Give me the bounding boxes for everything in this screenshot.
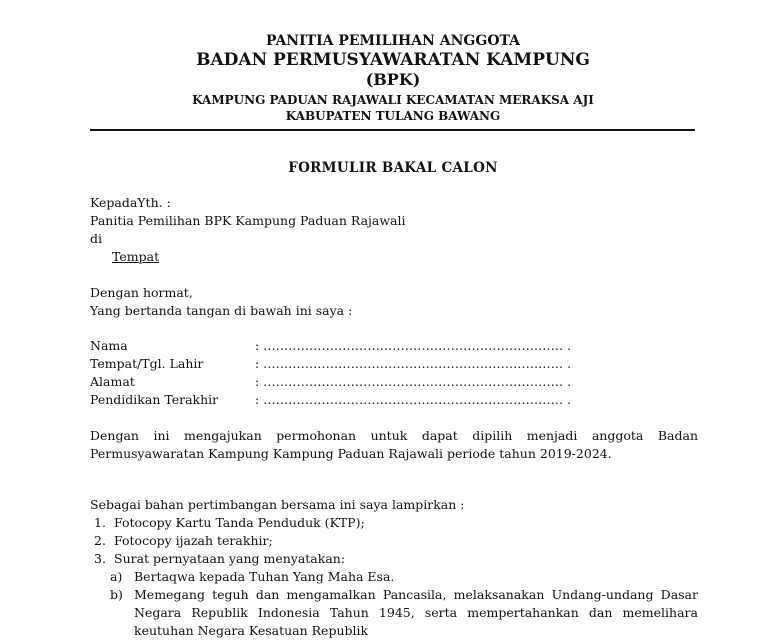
recipient-di: di [90, 231, 102, 246]
letterhead-divider [90, 129, 695, 131]
field-blank: : ……………………………………………………………… . [255, 374, 572, 389]
field-blank: : ……………………………………………………………… . [255, 392, 572, 407]
letterhead-line-3: (BPK) [365, 70, 421, 89]
recipient-to: KepadaYth. : [90, 195, 171, 210]
sub-list-item [90, 586, 698, 640]
list-number: 3. [94, 551, 106, 566]
list-number: 2. [94, 533, 106, 548]
sub-list-letter: a) [110, 569, 123, 584]
sub-list-text: Memegang teguh dan mengamalkan Pancasila, melaksanakan Undang-undang Dasar Negara Republik Indonesia Tahun 1945, serta mempertahankan dan memelihara keutuhan Negara Kesatuan Republik [134, 587, 698, 638]
list-item [90, 532, 698, 550]
letterhead-line-1: PANITIA PEMILIHAN ANGGOTA [265, 33, 521, 49]
sub-list-item [90, 568, 698, 586]
list-item [90, 514, 698, 532]
letterhead-line-4: KAMPUNG PADUAN RAJAWALI KECAMATAN MERAKSA AJI [192, 93, 594, 107]
list-number: 1. [94, 515, 106, 530]
field-label: Alamat [90, 374, 135, 389]
field-label: Nama [90, 338, 128, 353]
field-label: Pendidikan Terakhir [90, 392, 219, 407]
request-paragraph: Dengan ini mengajukan permohonan untuk dapat dipilih menjadi anggota Badan Permusyawaratan Kampung Kampung Paduan Rajawali periode tahun 2019-2024. [90, 428, 698, 461]
field-blank: : ……………………………………………………………… . [255, 356, 572, 371]
salutation: Dengan hormat, [90, 285, 193, 300]
attachments-list [90, 514, 698, 640]
form-title: FORMULIR BAKAL CALON [288, 160, 498, 176]
list-text: Fotocopy ijazah terakhir; [114, 533, 273, 548]
letterhead-line-2: BADAN PERMUSYAWARATAN KAMPUNG [196, 50, 590, 70]
letterhead-line-5: KABUPATEN TULANG BAWANG [285, 109, 501, 123]
list-text: Surat pernyataan yang menyatakan: [114, 551, 346, 566]
field-row [90, 373, 571, 391]
attachments-intro: Sebagai bahan pertimbangan bersama ini saya lampirkan : [90, 497, 465, 512]
field-row [90, 337, 571, 355]
letterhead [90, 34, 696, 122]
recipient-name: Panitia Pemilihan BPK Kampung Paduan Rajawali [90, 213, 406, 228]
field-row [90, 355, 571, 373]
list-text: Fotocopy Kartu Tanda Penduduk (KTP); [114, 515, 365, 530]
field-row [90, 391, 571, 409]
list-item [90, 550, 698, 568]
field-blank: : ……………………………………………………………… . [255, 338, 572, 353]
recipient-place: Tempat [112, 249, 160, 264]
intro-statement: Yang bertanda tangan di bawah ini saya : [90, 303, 353, 318]
sub-list-letter: b) [110, 587, 123, 602]
sub-list-text: Bertaqwa kepada Tuhan Yang Maha Esa. [134, 569, 395, 584]
field-label: Tempat/Tgl. Lahir [90, 356, 204, 371]
